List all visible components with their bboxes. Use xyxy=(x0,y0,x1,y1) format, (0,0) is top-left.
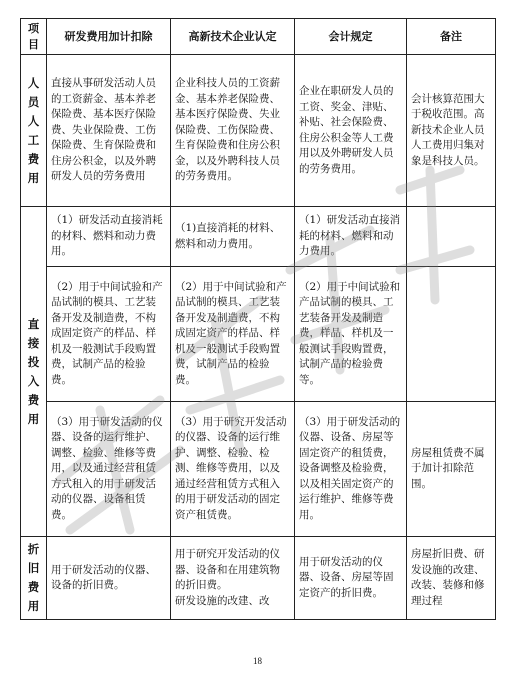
table-cell: （1)直接消耗的材料、燃料和动力费用。 xyxy=(171,207,295,267)
row-label-depreciation: 折 旧 费 用 xyxy=(21,537,47,620)
table-cell: （2）用于中间试验和产品试制的模具、工艺装备开发及制造费，不构成固定资产的样品、样机及一般测试手段购置费，试制产品的检验费。 xyxy=(171,267,295,402)
table-row xyxy=(21,402,496,537)
header-accounting: 会计规定 xyxy=(295,19,407,55)
header-item: 项目 xyxy=(21,19,47,55)
table-cell: 用于研发活动的仪器、设备的折旧费。 xyxy=(47,537,171,620)
table-cell: （3）用于研发活动的仪器、设备、房屋等固定资产的租赁费，设备调整及检验费，以及相关固定资产的运行维护、维修等费用。 xyxy=(295,402,407,537)
header-high-tech: 高新技术企业认定 xyxy=(171,19,295,55)
policy-comparison-table xyxy=(20,18,496,620)
table-cell xyxy=(171,537,295,620)
table-cell xyxy=(407,207,496,267)
table-header-row xyxy=(21,19,496,55)
table-row xyxy=(21,207,496,267)
table-row xyxy=(21,267,496,402)
header-rd-deduction: 研发费用加计扣除 xyxy=(47,19,171,55)
table-cell: 企业在职研发人员的工资、奖金、津贴、补贴、社会保险费、住房公积金等人工费用以及外聘研发人员的劳务费用。 xyxy=(295,55,407,207)
table-cell: （1）研发活动直接消耗的材料、燃料和动力费用。 xyxy=(295,207,407,267)
table-cell: 房屋租赁费不属于加计扣除范围。 xyxy=(407,402,496,537)
table-cell: （3）用于研究开发活动的仪器、设备的运行维护、调整、检验、检测、维修等费用，以及通过经营租赁方式租入的用于研发活动的固定资产租赁费。 xyxy=(171,402,295,537)
cell-paragraph-cut: 研发设施的改建、改 xyxy=(175,594,270,607)
table-cell: （1）研发活动直接消耗的材料、燃料和动力费用。 xyxy=(47,207,171,267)
table-cell: 用于研发活动的仪器、设备、房屋等固定资产的折旧费。 xyxy=(295,537,407,620)
row-label-direct-input: 直 接 投 入 费 用 xyxy=(21,207,47,537)
header-remarks: 备注 xyxy=(407,19,496,55)
table-row xyxy=(21,537,496,620)
page-number: 18 xyxy=(253,656,262,666)
cell-paragraph: 用于研究开发活动的仪器、设备和在用建筑物的折旧费。 xyxy=(175,548,280,591)
table-cell: （2）用于中间试验和产品试制的模具、工艺装备开发及制造费，不构成固定资产的样品、样机及一般测试手段购置费，试制产品的检验费。 xyxy=(47,267,171,402)
table-cell: （2）用于中间试验和产品试制的模具、工艺装备开发及制造费，样品、样机及一般测试手段购置费，试制产品的检验费等。 xyxy=(295,267,407,402)
table-cell: 企业科技人员的工资薪金、基本养老保险费、基本医疗保险费、失业保险费、工伤保险费、生育保险费和住房公积金，以及外聘科技人员的劳务费用。 xyxy=(171,55,295,207)
row-label-personnel: 人 员 人 工 费 用 xyxy=(21,55,47,207)
table-cell xyxy=(407,267,496,402)
table-cell: 直接从事研发活动人员的工资薪金、基本养老保险费、基本医疗保险费、失业保险费、工伤保险费、生育保险费和住房公积金，以及外聘研发人员的劳务费用 xyxy=(47,55,171,207)
table-cell: （3）用于研发活动的仪器、设备的运行维护、调整、检验、维修等费用，以及通过经营租赁方式租入的用于研发活动的仪器、设备租赁费。 xyxy=(47,402,171,537)
table-row xyxy=(21,55,496,207)
table-cell: 会计核算范围大于税收范围。高新技术企业人员人工费用归集对象是科技人员。 xyxy=(407,55,496,207)
table-cell: 房屋折旧费、研发设施的改建、改装、装修和修理过程 xyxy=(407,537,496,620)
